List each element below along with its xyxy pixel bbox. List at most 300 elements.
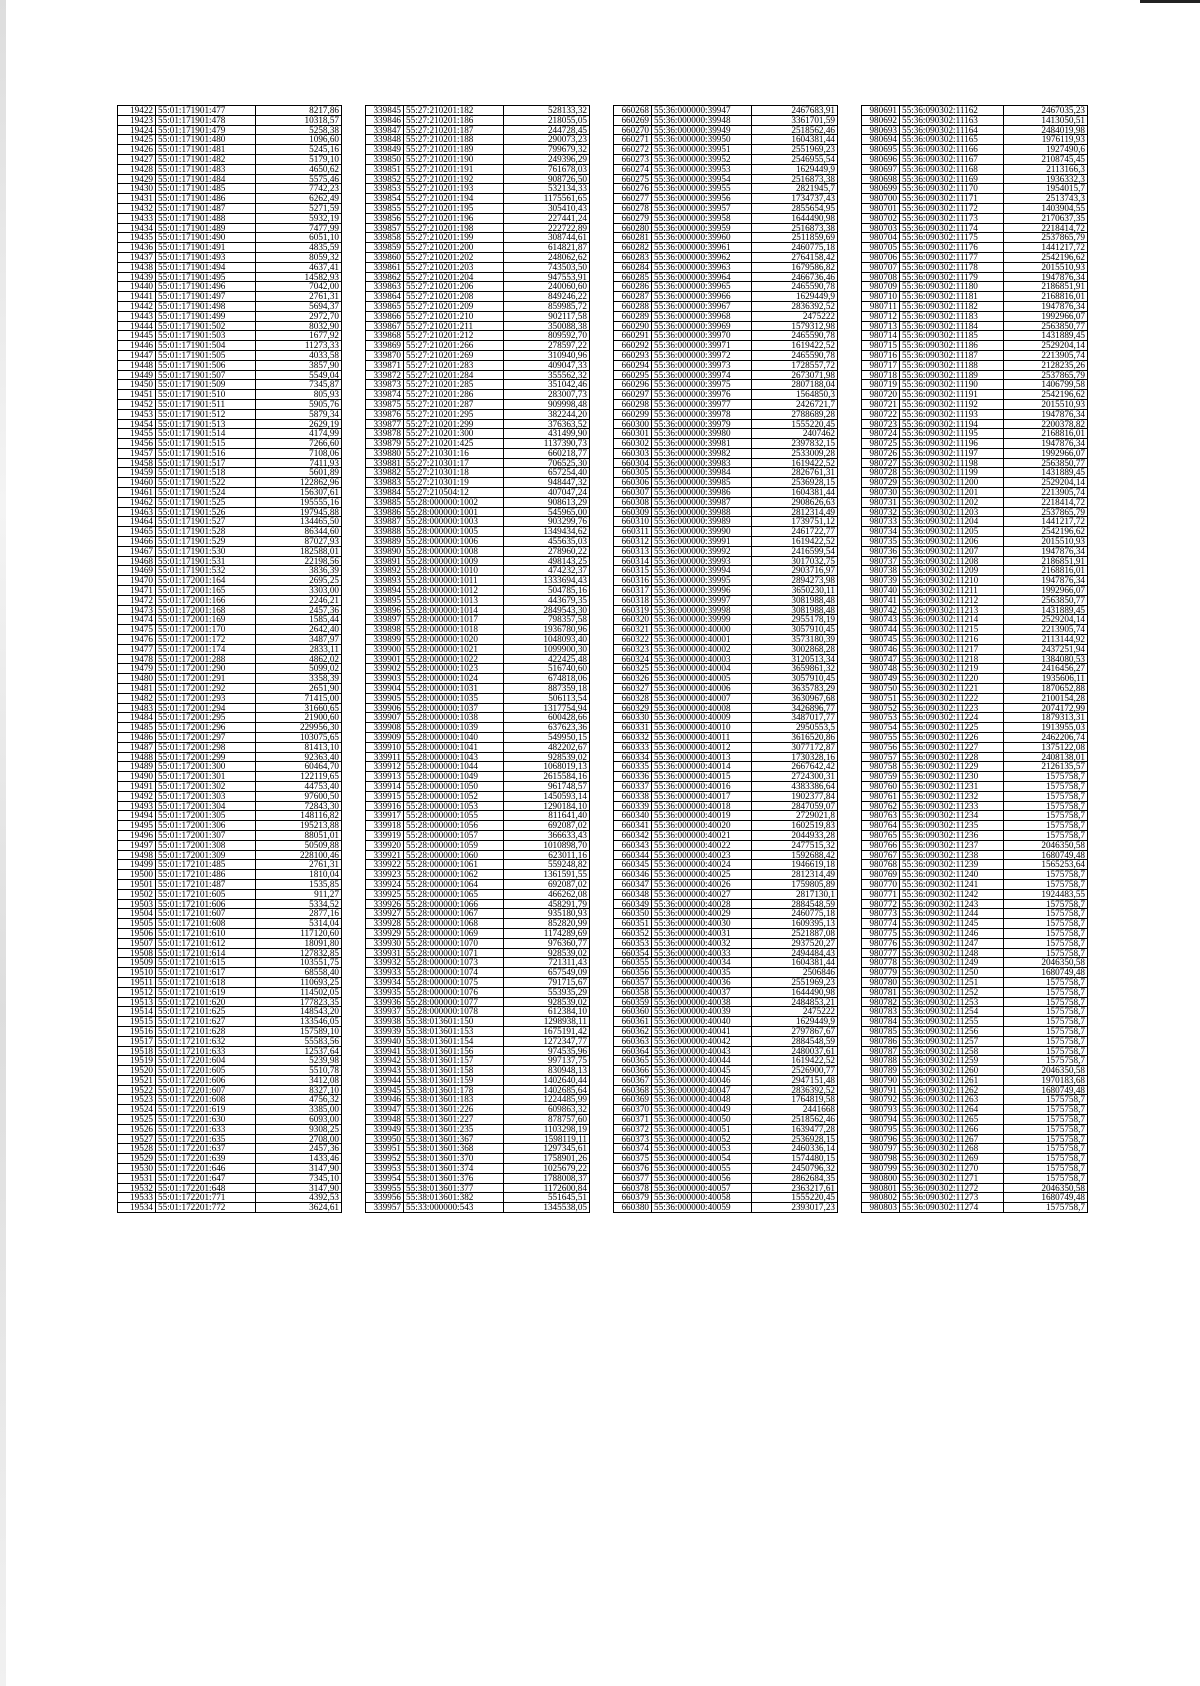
row-number: 660324 [614,654,652,664]
cadastral-number: 55:36:000000:39981 [652,439,752,449]
row-number: 19511 [118,977,156,987]
cadastral-number: 55:36:000000:39960 [652,233,752,243]
cadastral-value: 1677,92 [256,331,342,341]
cadastral-number: 55:36:090302:11261 [900,1075,1004,1085]
cadastral-value: 2542196,62 [1004,390,1088,400]
table-row [614,125,838,135]
cadastral-number: 55:36:000000:39975 [652,380,752,390]
cadastral-value: 283007,73 [504,390,590,400]
table-row [366,1164,590,1174]
row-number: 339940 [366,1036,404,1046]
cadastral-number: 55:28:000000:1049 [404,772,504,782]
row-number: 19435 [118,233,156,243]
table-row [366,684,590,694]
row-number: 339905 [366,693,404,703]
table-row [118,762,342,772]
cadastral-value: 1574480,15 [752,1154,838,1164]
table-row [118,1124,342,1134]
cadastral-number: 55:36:090302:11195 [900,429,1004,439]
row-number: 19427 [118,154,156,164]
row-number: 660302 [614,439,652,449]
cadastral-number: 55:36:090302:11171 [900,194,1004,204]
cadastral-number: 55:33:000000:543 [404,1203,504,1213]
table-row [366,1085,590,1095]
table-row [366,203,590,213]
row-number: 339903 [366,674,404,684]
cadastral-number: 55:01:172101:605 [156,889,256,899]
table-row [862,194,1088,204]
cadastral-value: 2642,40 [256,625,342,635]
row-number: 980781 [862,987,900,997]
cadastral-number: 55:01:172001:293 [156,693,256,703]
row-number: 980788 [862,1056,900,1066]
cadastral-number: 55:27:210201:266 [404,341,504,351]
cadastral-value: 249396,29 [504,154,590,164]
cadastral-value: 5549,04 [256,370,342,380]
cadastral-value: 2457,36 [256,605,342,615]
row-number: 19441 [118,292,156,302]
cadastral-number: 55:36:090302:11201 [900,488,1004,498]
row-number: 660290 [614,321,652,331]
cadastral-number: 55:27:210201:209 [404,301,504,311]
table-row [614,478,838,488]
cadastral-value: 2108745,45 [1004,154,1088,164]
table-row [366,360,590,370]
cadastral-value: 310940,96 [504,350,590,360]
row-number: 339928 [366,919,404,929]
table-row [614,1203,838,1213]
cadastral-value: 248062,62 [504,252,590,262]
table-row [118,576,342,586]
cadastral-value: 2465590,78 [752,282,838,292]
cadastral-value: 1598119,11 [504,1134,590,1144]
cadastral-value: 5258,38 [256,125,342,135]
table-row [614,458,838,468]
table-row [862,1173,1088,1183]
table-row [614,507,838,517]
cadastral-number: 55:36:090302:11234 [900,811,1004,821]
cadastral-number: 55:28:000000:1050 [404,781,504,791]
cadastral-value: 103551,75 [256,958,342,968]
table-row [862,928,1088,938]
cadastral-number: 55:01:171901:527 [156,517,256,527]
row-number: 660327 [614,684,652,694]
table-row [862,468,1088,478]
table-row [118,448,342,458]
table-row [862,1203,1088,1213]
row-number: 980773 [862,909,900,919]
cadastral-number: 55:36:090302:11262 [900,1085,1004,1095]
cadastral-value: 2761,31 [256,860,342,870]
cadastral-value: 2363217,61 [752,1183,838,1193]
table-row [862,106,1088,116]
row-number: 980763 [862,811,900,821]
cadastral-value: 1629449,9 [752,164,838,174]
table-row [862,1075,1088,1085]
table-row [366,1134,590,1144]
cadastral-value: 2186851,91 [1004,556,1088,566]
table-row [862,625,1088,635]
cadastral-number: 55:27:210201:210 [404,311,504,321]
table-row [118,1203,342,1213]
row-number: 19470 [118,576,156,586]
row-number: 19520 [118,1066,156,1076]
cadastral-number: 55:27:210201:299 [404,419,504,429]
cadastral-number: 55:36:000000:40059 [652,1203,752,1213]
row-number: 339955 [366,1183,404,1193]
cadastral-number: 55:36:090302:11177 [900,252,1004,262]
row-number: 980726 [862,448,900,458]
table-row [118,684,342,694]
table-row [614,203,838,213]
cadastral-value: 3017032,75 [752,556,838,566]
cadastral-value: 2821945,7 [752,184,838,194]
cadastral-number: 55:36:090302:11168 [900,164,1004,174]
row-number: 660304 [614,458,652,468]
row-number: 19462 [118,497,156,507]
row-number: 19460 [118,478,156,488]
cadastral-number: 55:27:210301:17 [404,458,504,468]
row-number: 19474 [118,615,156,625]
row-number: 660369 [614,1095,652,1105]
table-row [366,145,590,155]
row-number: 19494 [118,811,156,821]
cadastral-number: 55:01:172001:291 [156,674,256,684]
row-number: 19473 [118,605,156,615]
cadastral-number: 55:36:090302:11190 [900,380,1004,390]
cadastral-value: 1575758,7 [1004,919,1088,929]
cadastral-value: 1680749,48 [1004,1085,1088,1095]
table-row [862,713,1088,723]
table-row [366,664,590,674]
cadastral-number: 55:36:000000:40038 [652,997,752,1007]
row-number: 660273 [614,154,652,164]
row-number: 19459 [118,468,156,478]
row-number: 660320 [614,615,652,625]
row-number: 339877 [366,419,404,429]
table-row [862,311,1088,321]
cadastral-value: 506113,54 [504,693,590,703]
table-row [614,958,838,968]
cadastral-number: 55:36:000000:40007 [652,693,752,703]
table-row [862,1056,1088,1066]
row-number: 980731 [862,497,900,507]
cadastral-value: 2113166,3 [1004,164,1088,174]
cadastral-value: 5694,37 [256,301,342,311]
row-number: 339908 [366,723,404,733]
cadastral-value: 2426721,7 [752,399,838,409]
cadastral-number: 55:01:172201:608 [156,1095,256,1105]
cadastral-number: 55:36:000000:40019 [652,811,752,821]
cadastral-number: 55:36:090302:11182 [900,301,1004,311]
row-number: 339854 [366,194,404,204]
cadastral-value: 244728,45 [504,125,590,135]
row-number: 19465 [118,527,156,537]
cadastral-value: 2518562,46 [752,1115,838,1125]
cadastral-value: 355562,32 [504,370,590,380]
cadastral-number: 55:36:000000:40057 [652,1183,752,1193]
table-row [118,488,342,498]
table-row [862,1105,1088,1115]
cadastral-value: 2629,19 [256,419,342,429]
cadastral-number: 55:36:090302:11178 [900,262,1004,272]
table-row [118,595,342,605]
cadastral-number: 55:36:000000:40029 [652,909,752,919]
cadastral-number: 55:38:013601:368 [404,1144,504,1154]
cadastral-value: 674818,06 [504,674,590,684]
cadastral-number: 55:01:171901:478 [156,115,256,125]
table-row [366,987,590,997]
row-number: 660349 [614,899,652,909]
cadastral-number: 55:36:090302:11256 [900,1026,1004,1036]
table-row [118,1036,342,1046]
table-row [118,850,342,860]
row-number: 660315 [614,566,652,576]
cadastral-value: 612384,10 [504,1007,590,1017]
table-row [862,517,1088,527]
row-number: 980711 [862,301,900,311]
row-number: 980703 [862,223,900,233]
cadastral-number: 55:36:000000:40020 [652,821,752,831]
row-number: 980748 [862,664,900,674]
table-row [862,772,1088,782]
table-row [118,341,342,351]
row-number: 660306 [614,478,652,488]
row-number: 980698 [862,174,900,184]
cadastral-number: 55:36:000000:40047 [652,1085,752,1095]
cadastral-value: 2937520,27 [752,938,838,948]
row-number: 660333 [614,742,652,752]
table-row [366,1124,590,1134]
row-number: 660275 [614,174,652,184]
cadastral-value: 422425,48 [504,654,590,664]
cadastral-value: 1609395,13 [752,919,838,929]
row-number: 339869 [366,341,404,351]
row-number: 19434 [118,223,156,233]
cadastral-value: 1431889,45 [1004,331,1088,341]
cadastral-value: 2551969,23 [752,977,838,987]
table-row [614,968,838,978]
row-number: 980697 [862,164,900,174]
cadastral-value: 1575758,7 [1004,1017,1088,1027]
row-number: 980723 [862,419,900,429]
cadastral-value: 2465590,78 [752,350,838,360]
cadastral-value: 2168816,01 [1004,566,1088,576]
table-row [614,262,838,272]
cadastral-number: 55:28:000000:1002 [404,497,504,507]
cadastral-number: 55:36:000000:39980 [652,429,752,439]
table-row [118,390,342,400]
row-number: 660322 [614,635,652,645]
cadastral-value: 2849543,30 [504,605,590,615]
table-row [118,860,342,870]
cadastral-value: 1879313,31 [1004,713,1088,723]
cadastral-number: 55:01:171901:488 [156,213,256,223]
cadastral-number: 55:01:171901:516 [156,448,256,458]
row-number: 19523 [118,1095,156,1105]
row-number: 980692 [862,115,900,125]
cadastral-value: 5575,46 [256,174,342,184]
cadastral-table-3 [613,105,838,1213]
cadastral-number: 55:36:000000:39963 [652,262,752,272]
cadastral-value: 2950553,5 [752,723,838,733]
table-row [614,674,838,684]
row-number: 339875 [366,399,404,409]
row-number: 339849 [366,145,404,155]
table-row [118,517,342,527]
table-row [118,889,342,899]
row-number: 19506 [118,928,156,938]
row-number: 660342 [614,830,652,840]
row-number: 19452 [118,399,156,409]
cadastral-value: 1947876,34 [1004,439,1088,449]
cadastral-number: 55:36:000000:39954 [652,174,752,184]
row-number: 339866 [366,311,404,321]
cadastral-value: 2407462 [752,429,838,439]
cadastral-value: 2480037,61 [752,1046,838,1056]
row-number: 339937 [366,1007,404,1017]
row-number: 339935 [366,987,404,997]
cadastral-number: 55:27:210301:19 [404,478,504,488]
row-number: 660284 [614,262,652,272]
cadastral-value: 1575758,7 [1004,997,1088,1007]
table-row [862,370,1088,380]
cadastral-number: 55:28:000000:1014 [404,605,504,615]
cadastral-number: 55:36:000000:39962 [652,252,752,262]
cadastral-number: 55:27:210201:196 [404,213,504,223]
cadastral-number: 55:36:090302:11227 [900,742,1004,752]
row-number: 339930 [366,938,404,948]
cadastral-number: 55:28:000000:1021 [404,644,504,654]
table-row [614,840,838,850]
row-number: 980737 [862,556,900,566]
cadastral-value: 1629449,9 [752,292,838,302]
cadastral-number: 55:36:000000:40008 [652,703,752,713]
row-number: 19527 [118,1134,156,1144]
row-number: 339927 [366,909,404,919]
table-row [118,106,342,116]
cadastral-number: 55:38:013601:382 [404,1193,504,1203]
row-number: 980774 [862,919,900,929]
cadastral-value: 10318,57 [256,115,342,125]
table-row [614,684,838,694]
row-number: 19532 [118,1183,156,1193]
row-number: 339899 [366,635,404,645]
table-row [862,684,1088,694]
cadastral-value: 2877,16 [256,909,342,919]
row-number: 19469 [118,566,156,576]
table-row [366,1203,590,1213]
table-row [862,899,1088,909]
row-number: 660358 [614,987,652,997]
table-row [118,1075,342,1085]
cadastral-value: 928539,02 [504,997,590,1007]
table-row [862,840,1088,850]
row-number: 339880 [366,448,404,458]
cadastral-number: 55:36:090302:11254 [900,1007,1004,1017]
table-row [862,1144,1088,1154]
cadastral-number: 55:36:000000:39961 [652,243,752,253]
table-row [614,713,838,723]
table-row [862,1046,1088,1056]
cadastral-value: 2542196,62 [1004,527,1088,537]
table-row [366,1046,590,1056]
row-number: 980768 [862,860,900,870]
cadastral-value: 1575758,7 [1004,801,1088,811]
cadastral-number: 55:01:171901:477 [156,106,256,116]
table-row [118,262,342,272]
table-row [862,439,1088,449]
cadastral-number: 55:28:000000:1076 [404,987,504,997]
table-row [862,1007,1088,1017]
cadastral-value: 1290184,10 [504,801,590,811]
table-row [614,801,838,811]
cadastral-value: 743503,50 [504,262,590,272]
cadastral-value: 2457,36 [256,1144,342,1154]
cadastral-value: 103075,65 [256,733,342,743]
row-number: 19484 [118,713,156,723]
cadastral-value: 1575758,7 [1004,1036,1088,1046]
table-row [118,272,342,282]
table-row [614,360,838,370]
table-row [614,429,838,439]
row-number: 19436 [118,243,156,253]
row-number: 980796 [862,1134,900,1144]
table-row [862,1115,1088,1125]
row-number: 980754 [862,723,900,733]
row-number: 660298 [614,399,652,409]
table-row [862,664,1088,674]
row-number: 339914 [366,781,404,791]
cadastral-number: 55:36:000000:40003 [652,654,752,664]
cadastral-number: 55:01:172101:607 [156,909,256,919]
table-row [614,781,838,791]
row-number: 19533 [118,1193,156,1203]
table-row [118,301,342,311]
row-number: 660364 [614,1046,652,1056]
table-row [118,223,342,233]
cadastral-number: 55:01:172101:608 [156,919,256,929]
cadastral-value: 278597,22 [504,341,590,351]
cadastral-number: 55:36:000000:39949 [652,125,752,135]
row-number: 19440 [118,282,156,292]
row-number: 19512 [118,987,156,997]
row-number: 980714 [862,331,900,341]
table-row [862,409,1088,419]
table-row [366,429,590,439]
cadastral-value: 1575758,7 [1004,830,1088,840]
cadastral-value: 1575758,7 [1004,1115,1088,1125]
cadastral-number: 55:27:210201:206 [404,282,504,292]
cadastral-number: 55:28:000000:1053 [404,801,504,811]
row-number: 339956 [366,1193,404,1203]
cadastral-value: 1345538,05 [504,1203,590,1213]
cadastral-value: 2218414,72 [1004,223,1088,233]
cadastral-number: 55:01:172101:627 [156,1017,256,1027]
row-number: 980733 [862,517,900,527]
table-row [366,282,590,292]
cadastral-value: 1099900,30 [504,644,590,654]
row-number: 980694 [862,135,900,145]
cadastral-number: 55:36:090302:11205 [900,527,1004,537]
cadastral-number: 55:36:090302:11189 [900,370,1004,380]
table-row [862,948,1088,958]
row-number: 19454 [118,419,156,429]
cadastral-value: 3077172,87 [752,742,838,752]
cadastral-number: 55:36:090302:11175 [900,233,1004,243]
row-number: 19476 [118,635,156,645]
cadastral-value: 1734737,43 [752,194,838,204]
